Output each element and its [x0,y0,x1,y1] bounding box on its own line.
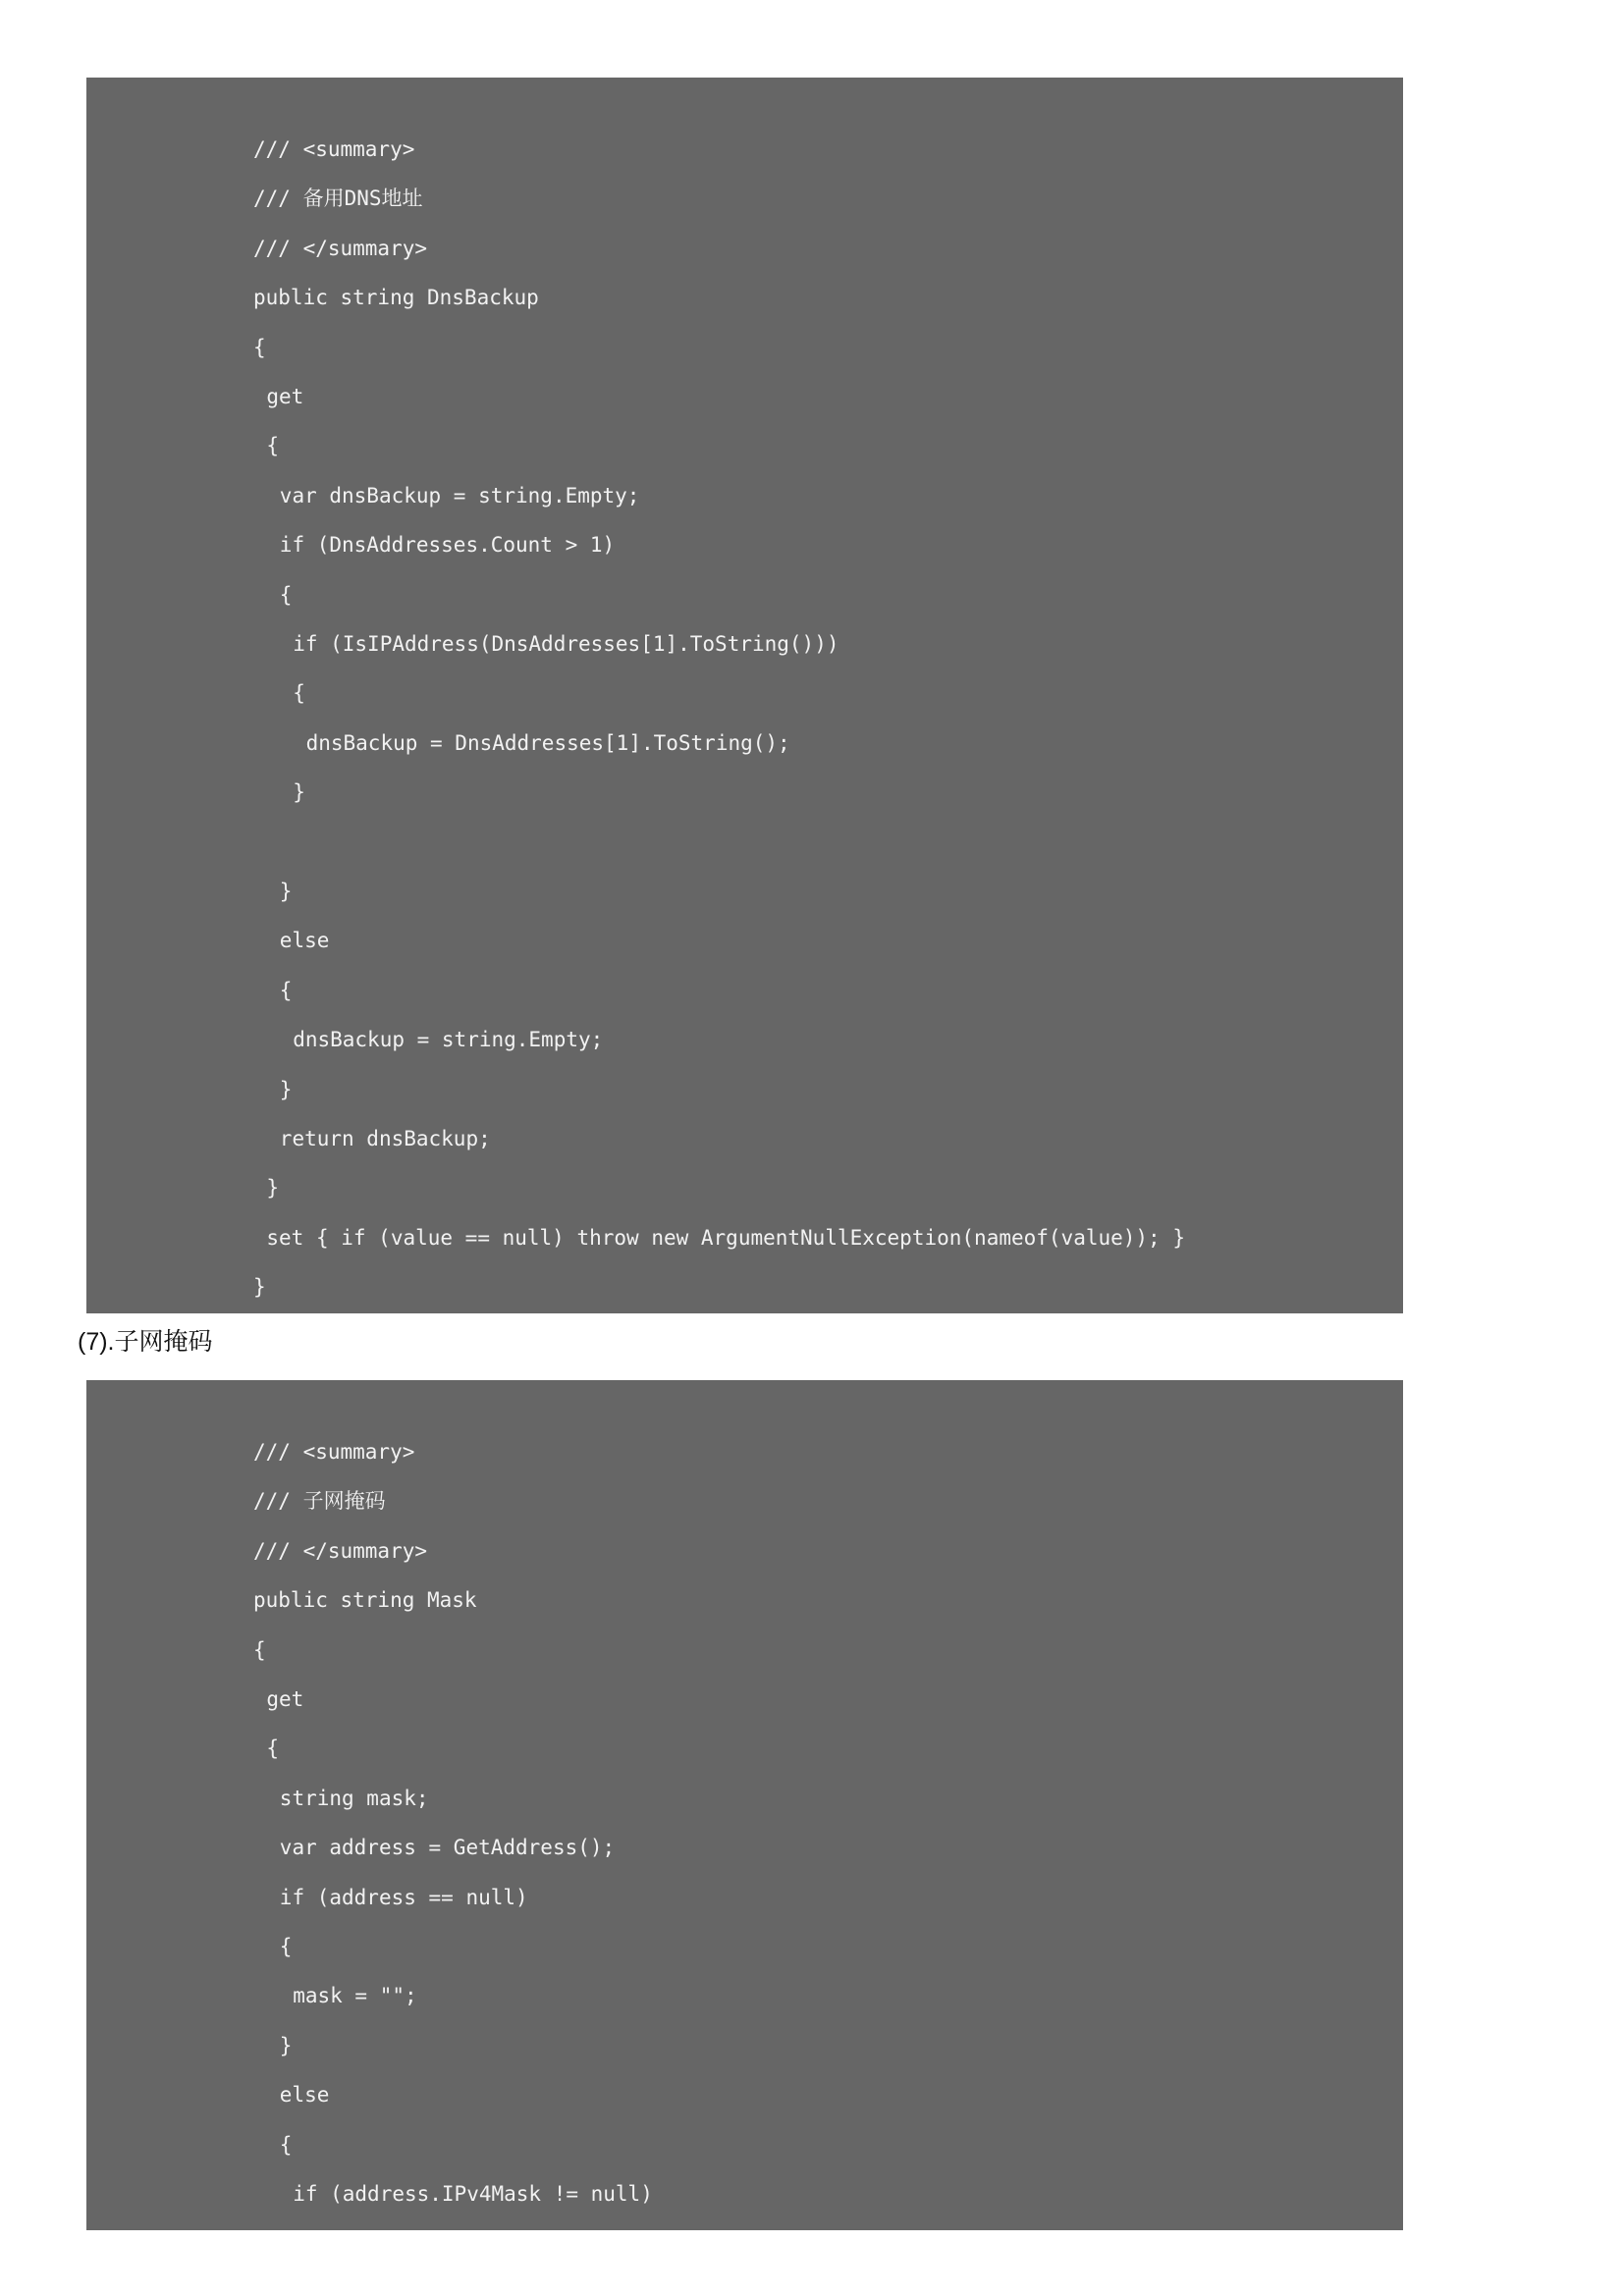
code-line: } [279,880,293,903]
code-line: public string DnsBackup [253,286,539,310]
code-block-subnet-mask [86,1380,1403,2230]
code-line: { [266,1736,280,1761]
code-line: if (address == null) [279,1885,528,1909]
code-line: { [293,681,305,706]
code-line: var dnsBackup = string.Empty; [279,483,640,507]
code-line: mask = ""; [293,1984,417,2008]
code-line: else [279,2083,330,2108]
code-line: dnsBackup = DnsAddresses[1].ToString(); [305,730,790,755]
code-line: /// <summary> [253,137,415,161]
code-line: if (address.IPv4Mask != null) [293,2182,653,2206]
code-line: { [253,335,266,359]
code-line: } [253,1275,266,1300]
code-line: { [279,1935,293,1958]
code-line: dnsBackup = string.Empty; [293,1028,604,1052]
code-line: var address = GetAddress(); [279,1836,616,1860]
code-line: /// </summary> [253,1538,428,1563]
code-line: { [266,434,280,458]
code-line: { [279,978,293,1002]
code-line: set { if (value == null) throw new ArgumentNullException(nameof(value)); } [266,1225,1185,1250]
code-line: } [293,780,305,805]
code-line: /// <summary> [253,1440,415,1464]
code-line: else [279,929,330,953]
code-block-dns-backup [86,78,1403,1313]
code-line: } [279,2033,293,2057]
code-line: /// </summary> [253,236,428,260]
code-line: return dnsBackup; [279,1127,491,1150]
code-line: { [279,2132,293,2157]
code-line: } [279,1077,293,1101]
code-line: { [279,582,293,607]
code-line: public string Mask [253,1588,477,1613]
code-line: get [266,1687,304,1711]
code-line: /// 备用DNS地址 [253,187,423,211]
code-line: string mask; [279,1786,429,1810]
code-line: get [266,385,304,408]
code-line: /// 子网掩码 [253,1489,386,1514]
code-line: { [253,1637,266,1662]
section-heading-subnet-mask: (7).子网掩码 [78,1328,213,1356]
code-line: if (DnsAddresses.Count > 1) [279,533,616,558]
code-line: if (IsIPAddress(DnsAddresses[1].ToString())) [293,632,839,656]
code-line: } [266,1176,280,1201]
